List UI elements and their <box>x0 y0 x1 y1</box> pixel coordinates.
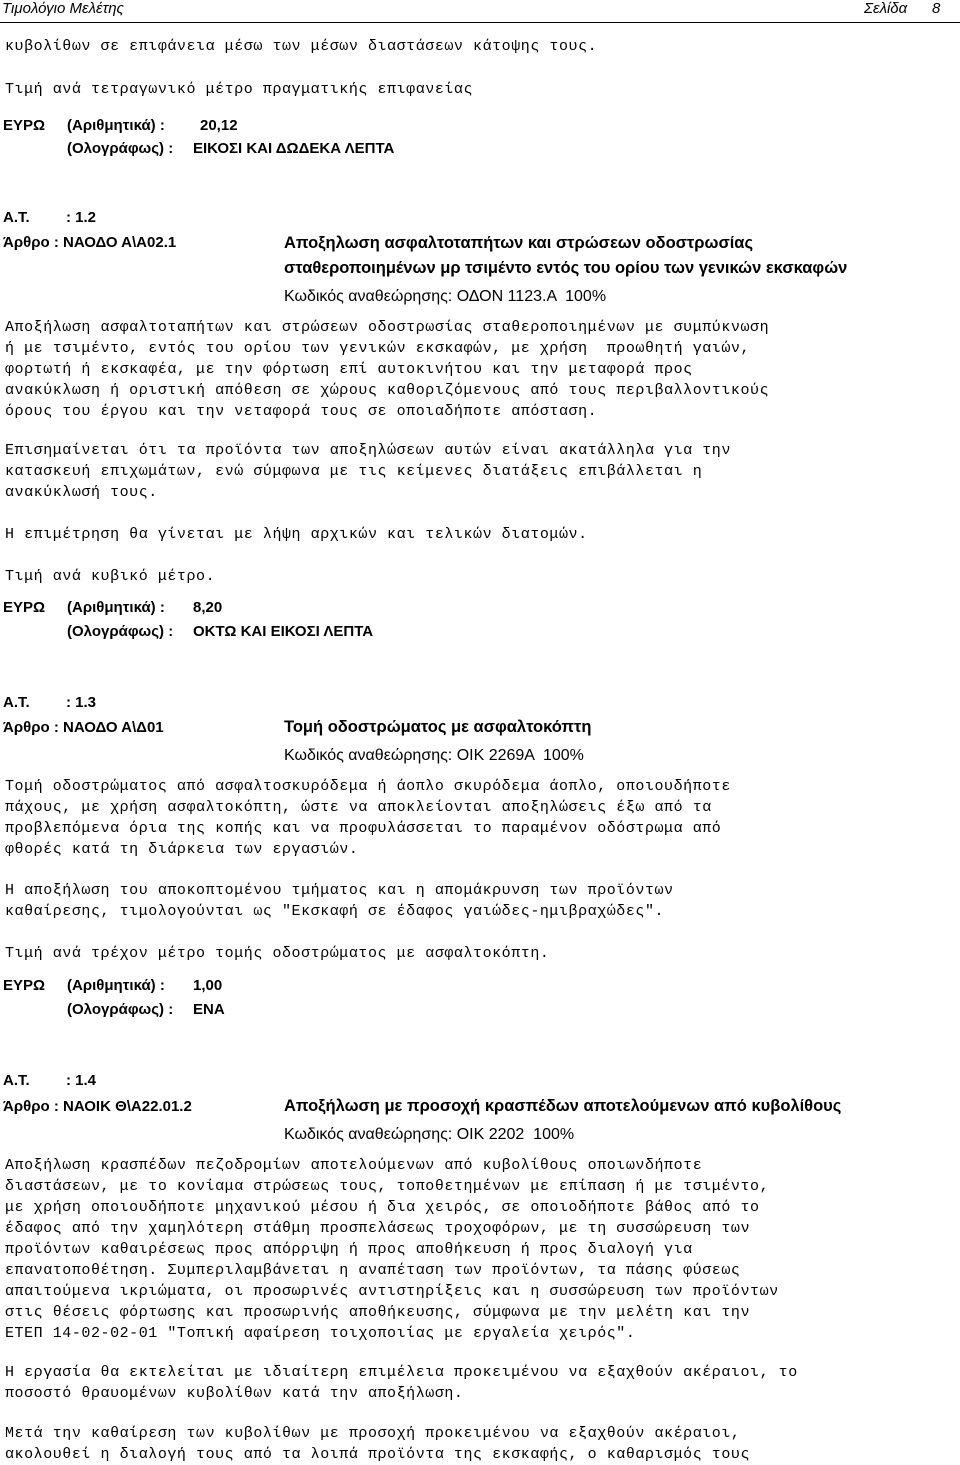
price-currency: ΕΥΡΩ <box>3 117 46 134</box>
revision-code: Κωδικός αναθεώρησης: ΟΙΚ 2202 100% <box>284 1126 575 1143</box>
body-text-line: απαιτούμενα ικριώματα, οι προσωρινές αντιστηρίξεις και η συσσώρευση των προϊόντων <box>5 1283 779 1300</box>
body-text-line: ΕΤΕΠ 14-02-02-01 "Τοπική αφαίρεση τοιχοποιίας με εργαλεία χειρός". <box>5 1325 636 1342</box>
body-text-line: καθαίρεσης, τιμολογούνται ως "Εκσκαφή σε έδαφος γαιώδες-ημιβραχώδες". <box>5 903 665 920</box>
body-text-line: Τομή οδοστρώματος από ασφαλτοσκυρόδεμα ή άοπλο σκυρόδεμα άοπλο, οποιουδήποτε <box>5 778 731 795</box>
price-words-label: (Ολογράφως) : <box>67 140 174 157</box>
body-text-line: Τιμή ανά κυβικό μέτρο. <box>5 568 216 585</box>
body-text-line: Αποξήλωση ασφαλτοταπήτων και στρώσεων οδοστρωσίας σταθεροποιημένων με συμπύκνωση <box>5 319 770 336</box>
body-text-line: επανατοποθέτηση. Συμπεριλαμβάνεται η αναπέταση των προϊόντων, τα πάσης φύσεως <box>5 1262 741 1279</box>
price-currency: ΕΥΡΩ <box>3 977 46 994</box>
revision-code: Κωδικός αναθεώρησης: ΟΔΟΝ 1123.Α 100% <box>284 288 607 305</box>
body-text-line: ανακύκλωσή τους. <box>5 484 158 501</box>
body-text-line: έδαφος από την χαμηλότερη στάθμη προσπελάσεως τροχοφόρων, με τη συσσώρευση των <box>5 1220 751 1237</box>
body-text-line: διαστάσεων, με το κονίαμα στρώσεως τους, τοποθετημένων με επίπαση ή με τσιμέντο, <box>5 1178 770 1195</box>
body-text-line: προβλεπόμενα όρια της κοπής και να προφυλάσσεται το παραμένον οδόστρωμα από <box>5 820 722 837</box>
page-label: Σελίδα <box>864 0 908 17</box>
price-numeric-label: (Αριθμητικά) : <box>67 599 165 616</box>
price-words-value: ΕΝΑ <box>193 1001 225 1018</box>
price-words-value: ΟΚΤΩ ΚΑΙ ΕΙΚΟΣΙ ΛΕΠΤΑ <box>193 623 374 640</box>
price-words-label: (Ολογράφως) : <box>67 1001 174 1018</box>
page-number: 8 <box>932 0 941 17</box>
body-text-line: Μετά την καθαίρεση των κυβολίθων με προσοχή προκειμένου να εξαχθούν ακέραιοι, <box>5 1425 741 1442</box>
price-numeric-value: 8,20 <box>193 599 223 616</box>
body-text-line: φορτωτή ή εκσκαφέα, με την φόρτωση επί αυτοκινήτου και την μεταφορά προς <box>5 361 693 378</box>
body-text-line: Τιμή ανά τετραγωνικό μέτρο πραγματικής επιφανείας <box>5 81 474 98</box>
price-words-label: (Ολογράφως) : <box>67 623 174 640</box>
body-text-line: κατασκευή επιχωμάτων, ενώ σύμφωνα με τις κείμενες διατάξεις επιβάλλεται η <box>5 463 703 480</box>
price-currency: ΕΥΡΩ <box>3 599 46 616</box>
body-text-line: ακολουθεί η διαλογή τους από τα λοιπά προϊόντα της εκσκαφής, ο καθαρισμός τους <box>5 1446 751 1463</box>
article-code: Άρθρο : ΝΑΟΔΟ Α\Δ01 <box>3 719 164 736</box>
body-text-line: φθορές κατά τη διάρκεια των εργασιών. <box>5 841 359 858</box>
revision-code: Κωδικός αναθεώρησης: ΟΙΚ 2269Α 100% <box>284 747 584 764</box>
price-numeric-label: (Αριθμητικά) : <box>67 977 165 994</box>
price-numeric-value: 1,00 <box>193 977 223 994</box>
item-code-value: : 1.3 <box>66 694 97 711</box>
price-numeric-value: 20,12 <box>200 117 238 134</box>
article-code: Άρθρο : ΝΑΟΙΚ Θ\Α22.01.2 <box>3 1098 192 1115</box>
body-text-line: στις θέσεις φόρτωσης και προσωρινής αποθήκευσης, σύμφωνα με την μελέτη και την <box>5 1304 751 1321</box>
article-code: Άρθρο : ΝΑΟΔΟ Α\Α02.1 <box>3 234 177 251</box>
item-code-label: Α.Τ. <box>3 1072 30 1089</box>
body-text-line: όρους του έργου και την νεταφορά τους σε οποιαδήποτε απόσταση. <box>5 403 598 420</box>
price-numeric-label: (Αριθμητικά) : <box>67 117 165 134</box>
body-text-line: ανακύκλωση ή οριστική απόθεση σε χώρους καθοριζόμενους από τους περιβαλλοντικούς <box>5 382 770 399</box>
body-text-line: Τιμή ανά τρέχον μέτρο τομής οδοστρώματος με ασφαλτοκόπτη. <box>5 945 550 962</box>
item-code-label: Α.Τ. <box>3 209 30 226</box>
body-text-line: πάχους, με χρήση ασφαλτοκόπτη, ώστε να αποκλείονται αποξηλώσεις έξω από τα <box>5 799 712 816</box>
body-text-line: ή με τσιμέντο, εντός του ορίου των γενικών εκσκαφών, με χρήση προωθητή γαιών, <box>5 340 751 357</box>
body-text-line: Η επιμέτρηση θα γίνεται με λήψη αρχικών και τελικών διατομών. <box>5 526 588 543</box>
item-title: Τομή οδοστρώματος με ασφαλτοκόπτη <box>284 718 592 736</box>
body-text-line: Η εργασία θα εκτελείται με ιδιαίτερη επιμέλεια προκειμένου να εξαχθούν ακέραιοι, το <box>5 1364 798 1381</box>
item-title: Αποξηλωση ασφαλτοταπήτων και στρώσεων οδοστρωσίας <box>284 234 754 252</box>
body-text-line: Η αποξήλωση του αποκοπτομένου τμήματος και η απομάκρυνση των προϊόντων <box>5 882 674 899</box>
item-title: σταθεροποιημένων μρ τσιμέντο εντός του ορίου των γενικών εκσκαφών <box>284 259 848 277</box>
body-text-line: προϊόντων καθαιρέσεως προς απόρριψη ή προς αποθήκευση ή προς διαλογή για <box>5 1241 693 1258</box>
body-text-line: κυβολίθων σε επιφάνεια μέσω των μέσων διαστάσεων κάτοψης τους. <box>5 38 598 55</box>
item-title: Αποξήλωση με προσοχή κρασπέδων αποτελούμενων από κυβολίθους <box>284 1097 842 1115</box>
price-words-value: ΕΙΚΟΣΙ ΚΑΙ ΔΩΔΕΚΑ ΛΕΠΤΑ <box>193 140 395 157</box>
body-text-line: Αποξήλωση κρασπέδων πεζοδρομίων αποτελούμενων από κυβολίθους οποιωνδήποτε <box>5 1157 703 1174</box>
page-header <box>0 0 960 23</box>
body-text-line: ποσοστό θραυομένων κυβολίθων κατά την αποξήλωση. <box>5 1385 464 1402</box>
body-text-line: με χρήση οποιουδήποτε μηχανικού μέσου ή δια χειρός, σε οποιοδήποτε βάθος από το <box>5 1199 760 1216</box>
item-code-value: : 1.2 <box>66 209 97 226</box>
item-code-label: Α.Τ. <box>3 694 30 711</box>
body-text-line: Επισημαίνεται ότι τα προϊόντα των αποξηλώσεων αυτών είναι ακατάλληλα για την <box>5 442 731 459</box>
item-code-value: : 1.4 <box>66 1072 97 1089</box>
document-title: Τιμολόγιο Μελέτης <box>2 0 124 17</box>
